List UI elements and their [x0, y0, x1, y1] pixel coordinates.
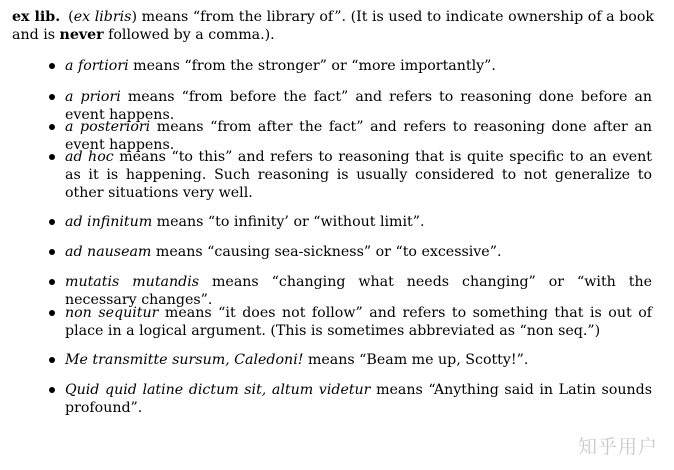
list-item	[50, 381, 652, 417]
entry-italic-term: ex libris	[73, 9, 132, 25]
phrase-italic: ad hoc	[65, 149, 114, 165]
list-item	[50, 243, 652, 261]
phrase-italic: non sequitur	[65, 305, 159, 321]
bullet-icon	[49, 63, 55, 69]
phrase-definition: means “to this” and refers to reasoning that is quite specific to an event as it is happening. Such reasoning is usually considered to not generalize to other situations very well.	[65, 149, 652, 201]
entry-text-part3: followed by a comma.).	[103, 27, 275, 43]
phrase-definition: means “from before the fact” and refers to reasoning done before an event happens.	[65, 89, 652, 123]
list-item	[50, 304, 652, 340]
phrase-definition: means “it does not follow” and refers to something that is out of place in a logical argument. (This is sometimes abbreviated as “non seq.”)	[65, 305, 652, 339]
phrase-definition: means “to infinity’ or “without limit”.	[152, 214, 425, 230]
phrase-definition: means “from after the fact” and refers to reasoning done after an event happens.	[65, 119, 653, 153]
bullet-icon	[49, 310, 55, 316]
bullet-icon	[49, 387, 55, 393]
phrase-definition: means “changing what needs changing” or “with the necessary changes”.	[65, 274, 652, 308]
phrase-italic: ad infinitum	[65, 214, 153, 230]
phrase-definition: means “Anything said in Latin sounds profound”.	[65, 382, 652, 416]
entry-bold-word: never	[59, 27, 104, 43]
phrase-definition: means “Beam me up, Scotty!”.	[303, 352, 529, 368]
phrase-italic: Quid quid latine dictum sit, altum videtur	[65, 382, 371, 398]
entry-term: ex lib.	[12, 9, 61, 25]
list-item	[50, 213, 652, 231]
entry-text-part1: (	[68, 9, 74, 25]
phrase-italic: a posteriori	[65, 119, 151, 135]
phrase-definition: means “from the stronger” or “more importantly”.	[128, 58, 496, 74]
entry-text-part2: ) means “from the library of”. (It is used to indicate ownership of a book and is	[12, 9, 654, 43]
bullet-icon	[49, 279, 55, 285]
bullet-icon	[49, 124, 55, 130]
list-item	[50, 148, 652, 202]
bullet-icon	[49, 249, 55, 255]
bullet-icon	[49, 154, 55, 160]
phrase-italic: mutatis mutandis	[65, 274, 200, 290]
bullet-icon	[49, 94, 55, 100]
phrase-italic: Me transmitte sursum, Caledoni!	[65, 352, 304, 368]
phrase-italic: a priori	[65, 89, 121, 105]
phrase-definition: means “causing sea-sickness” or “to excessive”.	[151, 244, 502, 260]
phrase-italic: ad nauseam	[65, 244, 152, 260]
list-item	[50, 57, 652, 75]
bullet-icon	[49, 219, 55, 225]
list-item	[50, 351, 652, 369]
phrase-italic: a fortiori	[65, 58, 129, 74]
bullet-icon	[49, 357, 55, 363]
watermark-text: 知乎用户	[577, 436, 658, 458]
entry-ex-lib	[12, 8, 654, 44]
